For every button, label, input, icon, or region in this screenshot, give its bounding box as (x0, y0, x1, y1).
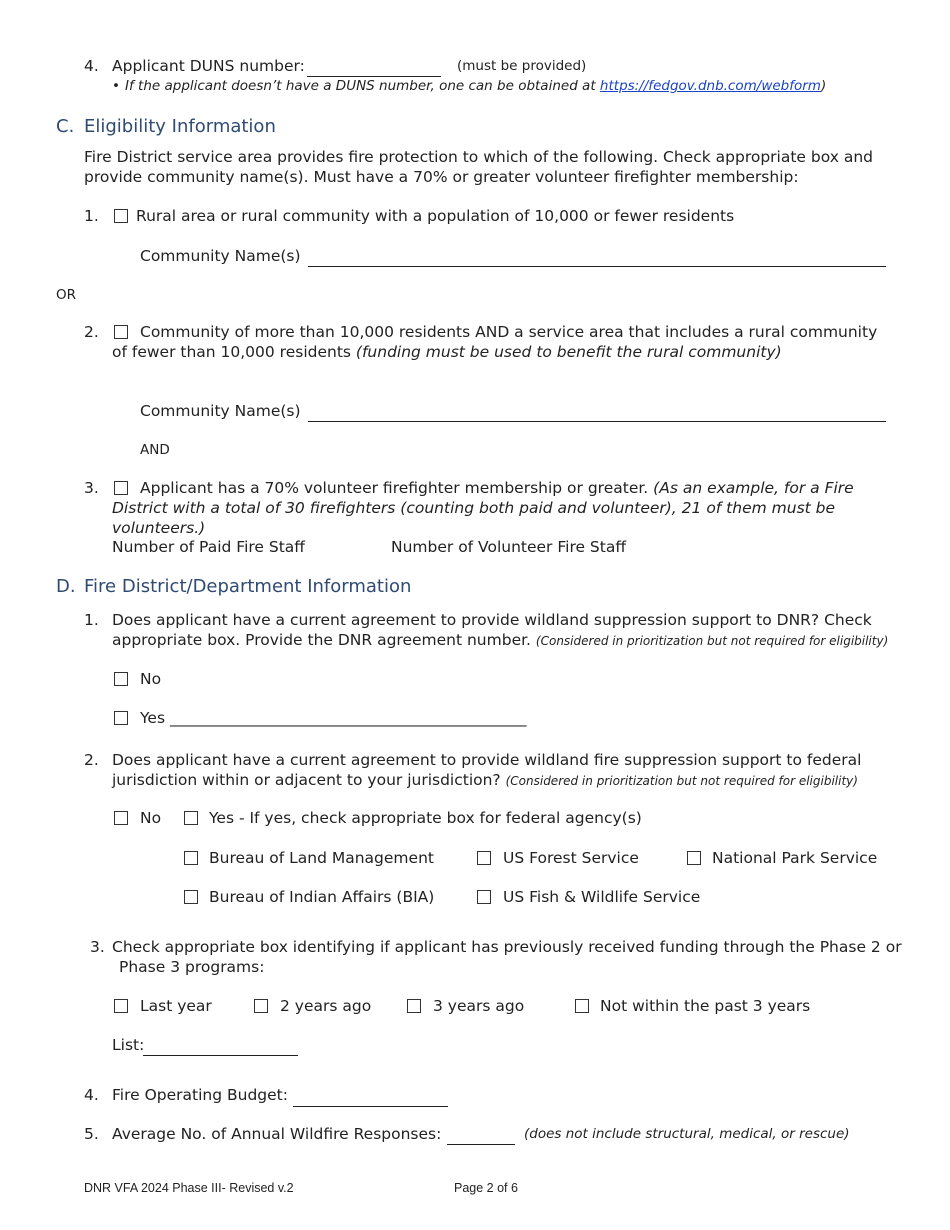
large-community-text: Community of more than 10,000 residents AND a service area that includes a rural community of fewer than 10,000 residents (112, 323, 878, 361)
volunteer-membership-text: Applicant has a 70% volunteer firefighter membership or greater. (140, 479, 654, 497)
usfws-checkbox[interactable] (477, 890, 491, 904)
item-number: 4. (84, 1086, 99, 1104)
not-within-label: Not within the past 3 years (600, 997, 811, 1015)
or-label: OR (56, 287, 77, 303)
three-years-label: 3 years ago (433, 997, 525, 1015)
item-number: 5. (84, 1125, 99, 1143)
dnr-no-label: No (140, 670, 162, 688)
list-label: List: (112, 1036, 145, 1054)
federal-agreement-note: (Considered in prioritization but not required for eligibility) (505, 774, 858, 788)
dnr-agreement-text: Does applicant have a current agreement to provide wildland suppression support to DNR? Check appropriate box. Provide the DNR agreement number. (112, 611, 872, 649)
usfws-label: US Fish & Wildlife Service (503, 888, 701, 906)
usfs-checkbox[interactable] (477, 851, 491, 865)
dnr-yes-checkbox[interactable] (114, 711, 128, 725)
federal-yes-checkbox[interactable] (184, 811, 198, 825)
dnr-no-checkbox[interactable] (114, 672, 128, 686)
federal-agreement-text: Does applicant have a current agreement to provide wildland fire suppression support to federal jurisdiction within or adjacent to your jurisdiction? (112, 751, 862, 789)
volunteer-staff-label: Number of Volunteer Fire Staff (391, 538, 627, 556)
usfs-label: US Forest Service (503, 849, 639, 867)
item-number: 1. (84, 207, 99, 225)
blm-checkbox[interactable] (184, 851, 198, 865)
prior-funding-question-line1: Check appropriate box identifying if applicant has previously received funding through the Phase 2 or (112, 938, 902, 956)
bullet: • (112, 78, 120, 94)
rural-area-checkbox[interactable] (114, 209, 128, 223)
wildfire-responses-note: (does not include structural, medical, or rescue) (524, 1126, 850, 1142)
duns-note: (must be provided) (457, 58, 587, 74)
two-years-label: 2 years ago (280, 997, 372, 1015)
section-c-intro: Fire District service area provides fire protection to which of the following. Check appropriate box and provide community name(s). Must have a 70% or greater volunteer firefighter membership: (84, 148, 874, 186)
item-number: 4. (84, 57, 99, 75)
blm-label: Bureau of Land Management (209, 849, 434, 867)
budget-input[interactable] (293, 1106, 448, 1107)
not-within-checkbox[interactable] (575, 999, 589, 1013)
large-community-note: (funding must be used to benefit the rural community) (355, 343, 782, 361)
prior-funding-question-line2: Phase 3 programs: (119, 958, 265, 976)
and-label: AND (140, 442, 170, 458)
section-d-title: Fire District/Department Information (84, 576, 412, 597)
duns-info-text: If the applicant doesn’t have a DUNS number, one can be obtained at (125, 78, 596, 94)
footer-page-number: Page 2 of 6 (454, 1181, 518, 1195)
duns-label: Applicant DUNS number: (112, 57, 305, 75)
section-d-letter: D. (56, 576, 76, 597)
duns-info (125, 78, 826, 94)
federal-no-label: No (140, 809, 162, 827)
last-year-checkbox[interactable] (114, 999, 128, 1013)
community-name-label: Community Name(s) (140, 402, 301, 420)
duns-input[interactable] (307, 76, 441, 77)
dnr-yes-label[interactable]: Yes ______________________________________________ (140, 709, 527, 727)
item-number: 3. (84, 479, 99, 497)
volunteer-membership-note: (As an example, for a Fire District with a total of 30 firefighters (counting both paid and volunteer), 21 of them must be volunteers.) (112, 479, 854, 537)
two-years-checkbox[interactable] (254, 999, 268, 1013)
nps-label: National Park Service (712, 849, 878, 867)
three-years-checkbox[interactable] (407, 999, 421, 1013)
bia-checkbox[interactable] (184, 890, 198, 904)
wildfire-responses-label: Average No. of Annual Wildfire Responses: (112, 1125, 442, 1143)
item-number: 1. (84, 611, 99, 629)
list-input[interactable] (143, 1055, 298, 1056)
paid-staff-label: Number of Paid Fire Staff (112, 538, 305, 556)
budget-label: Fire Operating Budget: (112, 1086, 288, 1104)
close-paren: ) (820, 78, 827, 94)
federal-agreement-question (112, 750, 902, 791)
rural-area-label: Rural area or rural community with a population of 10,000 or fewer residents (136, 207, 735, 225)
bia-label: Bureau of Indian Affairs (BIA) (209, 888, 435, 906)
item-number: 2. (84, 323, 99, 341)
duns-webform-link[interactable]: https://fedgov.dnb.com/webform (599, 78, 821, 94)
community-name-label: Community Name(s) (140, 247, 301, 265)
footer-doc-id: DNR VFA 2024 Phase III- Revised v.2 (84, 1181, 294, 1195)
dnr-agreement-question (112, 610, 902, 651)
large-community-label (112, 322, 892, 362)
volunteer-membership-label (112, 478, 907, 538)
section-c-title: Eligibility Information (84, 116, 276, 137)
federal-no-checkbox[interactable] (114, 811, 128, 825)
community-name-input-2[interactable] (308, 421, 886, 422)
community-name-input-1[interactable] (308, 266, 886, 267)
federal-yes-label: Yes - If yes, check appropriate box for federal agency(s) (209, 809, 642, 827)
section-c-letter: C. (56, 116, 75, 137)
item-number: 3. (90, 938, 105, 956)
dnr-agreement-note: (Considered in prioritization but not required for eligibility) (535, 634, 889, 648)
item-number: 2. (84, 751, 99, 769)
last-year-label: Last year (140, 997, 212, 1015)
wildfire-responses-input[interactable] (447, 1144, 515, 1145)
nps-checkbox[interactable] (687, 851, 701, 865)
